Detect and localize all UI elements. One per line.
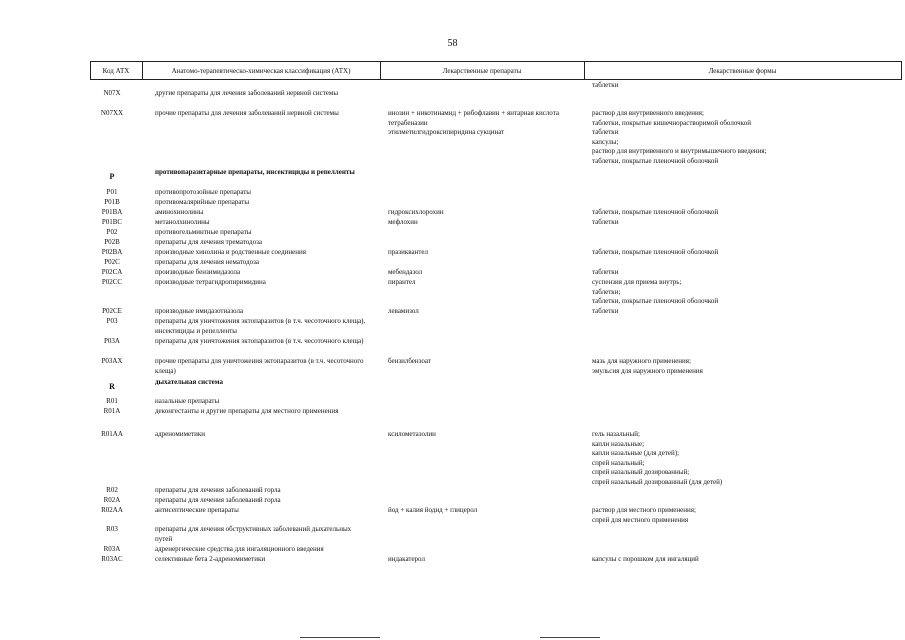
atc-code: N07X [103,89,121,97]
atc-name: производные хинолина и родственные соединения [155,248,306,256]
dosage-forms: таблетки [592,218,619,226]
atc-name: препараты для лечения трематодоза [155,238,262,246]
atc-code: N07XX [100,109,124,117]
header-top-rule [90,61,902,62]
atc-name: назальные препараты [155,397,220,405]
header-forms: Лекарственные формы [708,67,777,75]
atc-name: дыхательная система [155,378,223,386]
atc-name: аминохинолины [155,208,204,216]
atc-name: прочие препараты для лечения заболеваний нервной системы [155,109,339,117]
drug-names: бензилбензоат [388,357,431,365]
atc-name: другие препараты для лечения заболеваний нервной системы [155,89,339,97]
dosage-forms: таблетки [592,307,619,315]
atc-code: R03A [103,545,121,553]
atc-code: R03 [106,525,118,533]
atc-code: R01AA [101,430,123,438]
atc-name: препараты для уничтожения эктопаразитов (в т.ч. чесоточного клеща) [155,337,364,345]
drug-names: пирантел [388,278,416,286]
scan-artifact [540,637,600,638]
dosage-forms: мазь для наружного применения; эмульсия для наружного применения [592,357,703,375]
atc-name: антисептические препараты [155,506,239,514]
header-drugs: Лекарственные препараты [442,67,522,75]
atc-code: P02CC [101,278,123,286]
atc-code: P01BA [101,208,123,216]
atc-name: противомалярийные препараты [155,198,250,206]
atc-code: R02 [106,486,118,494]
atc-name: препараты для лечения заболеваний горла [155,486,281,494]
drug-names: йод + калия йодид + глицерол [388,506,478,514]
atc-code: R03AC [101,555,123,563]
atc-code: P01BC [101,218,123,226]
dosage-forms: таблетки, покрытые пленочной оболочкой [592,248,719,256]
drug-names: левамизол [388,307,419,315]
atc-code: P03 [106,317,118,325]
atc-code: P02 [106,228,118,236]
dosage-forms: раствор для местного применения; спрей для местного применения [592,506,696,524]
drug-names: празиквантел [388,248,428,256]
atc-name: препараты для лечения заболеваний горла [155,496,281,504]
atc-name: адреномиметики [155,430,206,438]
atc-code: P02B [104,238,120,246]
atc-code: P02C [104,258,120,266]
dosage-forms: суспензия для приема внутрь; таблетки; таблетки, покрытые пленочной оболочкой [592,278,719,305]
atc-code: P02BA [101,248,123,256]
header-border-right [901,61,902,79]
drug-names: мефлохин [388,218,418,226]
atc-name: метанолхинолины [155,218,210,226]
header-code: Код АТХ [102,67,130,75]
atc-code: R02A [103,496,121,504]
atc-code: R02AA [101,506,123,514]
atc-name: противопаразитарные препараты, инсектициды и репелленты [155,168,355,176]
drug-names: инозин + никотинамид + рибофлавин + янтарная кислота тетрабеназин этилметилгидроксипиридина сукцинат [388,109,559,136]
atc-code: R01 [106,397,118,405]
atc-name: деконгестанты и другие препараты для местного применения [155,407,339,415]
drug-names: индакатерол [388,555,425,563]
page-number: 58 [447,38,458,49]
atc-name: противопротозойные препараты [155,188,252,196]
dosage-forms: таблетки [592,268,619,276]
atc-name: производные тетрагидропиримидина [155,278,266,286]
drug-names: гидроксихлорохин [388,208,444,216]
atc-code: P01 [106,188,118,196]
dosage-forms: таблетки, покрытые пленочной оболочкой [592,208,719,216]
atc-name: селективные бета 2-адреномиметики [155,555,266,563]
atc-code: P02CA [101,268,123,276]
atc-name: прочие препараты для уничтожения эктопаразитов (в т.ч. чесоточного клеща) [155,357,364,375]
dosage-forms: гель назальный; капли назальные; капли назальные (для детей); спрей назальный; спрей назальный дозированный; спрей назальный дозированный (для детей) [592,430,723,486]
atc-name: производные имидазотиазола [155,307,244,315]
atc-code: P03AX [101,357,123,365]
drug-names: ксилометазолин [388,430,436,438]
atc-name: препараты для лечения обструктивных заболеваний дыхательных путей [155,525,352,543]
atc-name: производные бензимидазола [155,268,241,276]
header-bottom-rule [90,79,902,80]
atc-code: P02CE [102,307,122,315]
scan-artifact [300,637,380,638]
atc-name: препараты для уничтожения эктопаразитов (в т.ч. чесоточного клеща), инсектициды и репелленты [155,317,366,335]
atc-code: R [109,382,115,391]
drug-names: мебендазол [388,268,423,276]
atc-name: препараты для лечения нематодоза [155,258,260,266]
atc-code: P03A [104,337,120,345]
dosage-forms: раствор для внутривенного введения; таблетки, покрытые кишечнорастворимой оболочкой таблетки капсулы; раствор для внутривенного и внутримышечного введения; таблетки, покрытые пленочной оболочкой [592,109,767,165]
atc-code: P [109,172,115,181]
continued-form: таблетки [592,81,619,89]
atc-code: R01A [103,407,121,415]
header-classification: Анатомо-терапевтическо-химическая классификация (АТХ) [171,67,351,75]
dosage-forms: капсулы с порошком для ингаляций [592,555,699,563]
atc-code: P01B [104,198,120,206]
atc-name: противогельминтные препараты [155,228,252,236]
atc-name: адренергические средства для ингаляционного введения [155,545,324,553]
